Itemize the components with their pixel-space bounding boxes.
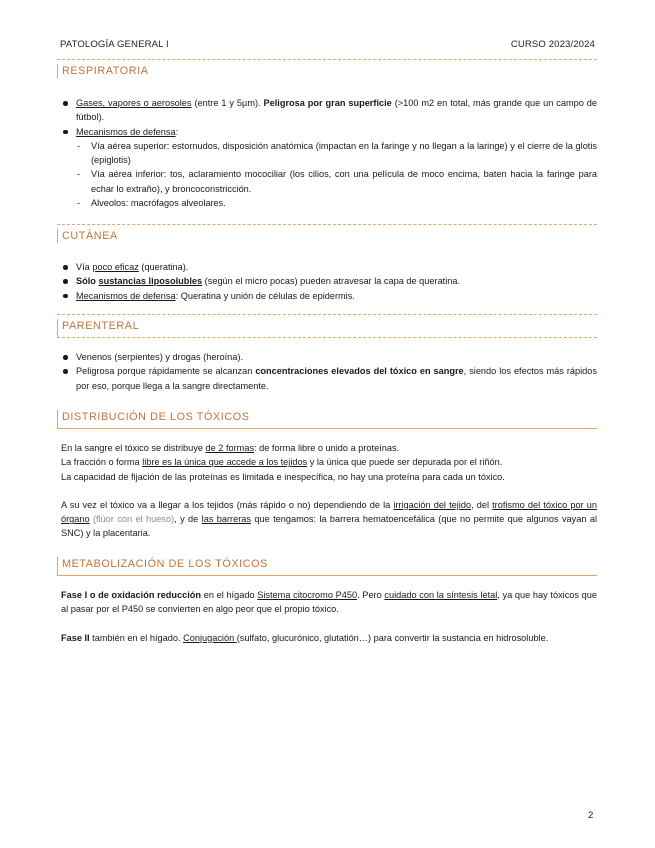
section-respiratoria <box>57 64 597 210</box>
header-course-year: CURSO 2023/2024 <box>510 39 595 50</box>
list-item <box>57 364 597 393</box>
header-divider <box>57 59 597 60</box>
paragraph <box>61 631 597 645</box>
text-run: (queratina). <box>138 262 189 272</box>
text-run: poco eficaz <box>92 262 139 272</box>
paragraph <box>61 441 597 455</box>
sub-list-item: - Vía aérea superior: estornudos, disposición anatómica (impactan en la faringe y no llegan a la laringe) y el cierre de la glotis (epiglotis) <box>57 139 597 168</box>
paragraph <box>61 455 597 469</box>
text-run: y la única que puede ser depurada por el riñón. <box>307 457 503 468</box>
list-item <box>57 125 597 211</box>
text-run: trofismo del tóxico por un órgano <box>61 499 597 525</box>
text-run: libre es la única que accede a los tejidos <box>142 457 308 468</box>
section-title: METABOLIZACIÓN DE LOS TÓXICOS <box>57 557 597 576</box>
section-title: DISTRIBUCIÓN DE LOS TÓXICOS <box>57 410 597 429</box>
text-run: (sulfato, glucurónico, glutatión…) para convertir la sustancia en hidrosoluble. <box>236 632 549 643</box>
list-item <box>57 289 597 303</box>
header-course-name: PATOLOGÍA GENERAL I <box>60 39 169 50</box>
text-run: de 2 formas <box>205 443 255 453</box>
text-run: Fase I o de oxidación reducción <box>61 590 202 600</box>
paragraph <box>61 588 597 617</box>
text-run: las barreras <box>201 514 251 525</box>
text-run: , siendo los efectos más rápidos por eso, porque llega a la sangre directamente. <box>76 366 597 391</box>
text-run: Gases, vapores o aerosoles <box>76 98 192 108</box>
list-item: Venenos (serpientes) y drogas (heroína). <box>57 350 597 364</box>
sub-list-item: - Vía aérea inferior: tos, aclaramiento mocociliar (los cilios, con una película de moco encima, baten hacia la faringe para echar lo extraño), y broncoconstricción. <box>57 167 597 196</box>
text-run: (flúor con el hueso) <box>93 514 175 525</box>
section-title: RESPIRATORIA <box>57 64 597 78</box>
text-run: sustancias liposolubles <box>98 276 203 287</box>
text-run: A su vez el tóxico va a llegar a los tejidos (más rápido o no) dependiendo de la <box>61 499 394 510</box>
text-run: cuidado con la síntesis letal <box>384 590 498 600</box>
text-run: : de forma libre o unido a proteínas. <box>254 443 400 453</box>
text-run: : Queratina y unión de células de epidermis. <box>175 290 355 301</box>
page-number: 2 <box>588 810 594 821</box>
page-header <box>60 39 595 50</box>
text-run: en el hígado <box>201 590 258 600</box>
text-run: , y de <box>174 514 202 525</box>
text-run: (según el micro pocas) pueden atravesar la capa de queratina. <box>202 276 461 287</box>
text-run: Sistema citocromo P450 <box>257 590 358 600</box>
text-run: Conjugación <box>183 632 237 643</box>
paragraph: La capacidad de fijación de las proteínas es limitada e inespecífica, no hay una proteína para cada un tóxico. <box>61 471 505 482</box>
text-run: (>100 m2 en total, más grande que un campo de fútbol). <box>76 98 597 123</box>
text-run: Sólo <box>76 276 99 287</box>
text-run: Peligrosa por gran superficie <box>263 98 392 108</box>
text-run: también en el hígado. <box>89 632 184 643</box>
section-metabolizacion <box>57 557 597 645</box>
text-run: , ya que hay tóxicos que al pasar por el P450 se convierten en algo peor que el propio tóxico. <box>61 590 598 615</box>
section-distribucion <box>57 410 597 541</box>
list-item <box>57 260 597 274</box>
text-run: En la sangre el tóxico se distribuye <box>61 443 206 453</box>
text-run: Mecanismos de defensa <box>76 126 176 137</box>
list-item <box>57 96 597 125</box>
text-run: que tengamos: la barrera hematoencefálica (que no permite que algunos vayan al SNC) y la placentaria. <box>61 514 597 539</box>
text-run: Fase II <box>61 632 90 643</box>
paragraph <box>61 498 597 541</box>
section-title: CUTÁNEA <box>57 229 597 243</box>
section-title: PARENTERAL <box>57 319 597 338</box>
text-run: . Pero <box>357 590 385 600</box>
list-item <box>57 274 597 288</box>
text-run: , del <box>471 499 493 510</box>
text-run: : <box>175 126 179 137</box>
text-run: (entre 1 y 5µm). <box>191 98 264 108</box>
text-run: concentraciones elevados del tóxico en sangre <box>255 366 464 377</box>
section-cutanea <box>57 224 597 303</box>
text-run: Peligrosa porque rápidamente se alcanzan <box>76 366 256 377</box>
section-parenteral <box>57 314 597 393</box>
text-run: Vía <box>76 262 93 272</box>
text-run: Mecanismos de defensa <box>76 290 176 301</box>
text-run: La fracción o forma <box>61 457 143 468</box>
sub-list-item: - Alveolos: macrófagos alveolares. <box>57 196 597 210</box>
text-run: irrigación del tejido <box>393 499 472 510</box>
